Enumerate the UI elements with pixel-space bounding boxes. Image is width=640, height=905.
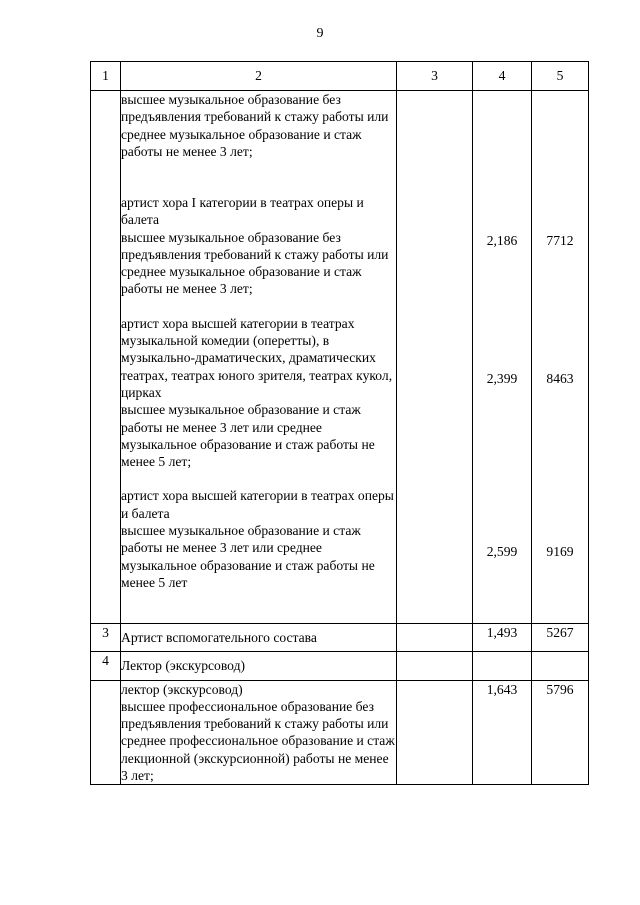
header-cell: 2 bbox=[121, 62, 397, 91]
entry-title: артист хора высшей категории в театрах оперы и балета bbox=[121, 488, 394, 521]
entry-text: высшее музыкальное образование и стаж работы не менее 3 лет или среднее музыкальное образование и стаж работы не менее 5 лет bbox=[121, 523, 375, 590]
header-cell: 4 bbox=[473, 62, 532, 91]
coefficient-value: 2,399 bbox=[486, 371, 518, 387]
row-number bbox=[91, 91, 121, 624]
description-cell bbox=[121, 91, 397, 624]
salary-value bbox=[532, 652, 589, 680]
salary-value: 5267 bbox=[532, 624, 589, 652]
table-row bbox=[91, 680, 589, 785]
table-row bbox=[91, 91, 589, 624]
table-row bbox=[91, 624, 589, 652]
empty-cell bbox=[397, 680, 473, 785]
coefficient-value: 1,643 bbox=[473, 680, 532, 785]
header-cell: 3 bbox=[397, 62, 473, 91]
entry-text: высшее профессиональное образование без предъявления требований к стажу работы или среднее профессиональное образование и стаж лекционной (экскурсионной) работы не менее 3 лет; bbox=[121, 698, 395, 784]
header-cell: 1 bbox=[91, 62, 121, 91]
row-number bbox=[91, 680, 121, 785]
empty-cell bbox=[397, 91, 473, 624]
qualification-table bbox=[90, 61, 589, 785]
row-label: Артист вспомогательного состава bbox=[121, 624, 397, 652]
entry-text: высшее музыкальное образование без предъявления требований к стажу работы или среднее музыкальное образование и стаж работы не менее 3 лет; bbox=[121, 229, 389, 297]
entry-title: артист хора I категории в театрах оперы и балета bbox=[121, 195, 364, 228]
salary-value: 7712 bbox=[546, 233, 574, 248]
entry-title: лектор (экскурсовод) bbox=[121, 681, 243, 697]
page-number: 9 bbox=[316, 26, 324, 41]
salary-value: 9169 bbox=[546, 543, 574, 559]
coefficient-value: 2,599 bbox=[486, 543, 518, 559]
coefficient-value: 1,493 bbox=[473, 624, 532, 652]
salary-value: 5796 bbox=[532, 680, 589, 785]
row-number: 4 bbox=[91, 652, 121, 680]
coefficient-value: 2,186 bbox=[486, 233, 518, 248]
entry-title: артист хора высшей категории в театрах музыкальной комедии (оперетты), в музыкально-драматических, драматических театрах, театрах юного зрителя, театрах кукол, цирках bbox=[121, 315, 393, 400]
header-cell: 5 bbox=[532, 62, 589, 91]
coefficient-value bbox=[473, 652, 532, 680]
table-header-row bbox=[91, 62, 589, 91]
empty-cell bbox=[397, 624, 473, 652]
entry-text: высшее музыкальное образование и стаж работы не менее 3 лет или среднее музыкальное образование и стаж работы не менее 5 лет; bbox=[121, 402, 375, 470]
description-cell bbox=[121, 680, 397, 785]
row-number: 3 bbox=[91, 624, 121, 652]
coefficient-cell bbox=[473, 91, 532, 624]
row-label: Лектор (экскурсовод) bbox=[121, 652, 397, 680]
entry-text: высшее музыкальное образование без предъявления требований к стажу работы или среднее музыкальное образование и стаж работы не менее 3 лет; bbox=[121, 92, 389, 159]
salary-value: 8463 bbox=[546, 371, 574, 387]
empty-cell bbox=[397, 652, 473, 680]
table-row bbox=[91, 652, 589, 680]
salary-cell bbox=[532, 91, 589, 624]
